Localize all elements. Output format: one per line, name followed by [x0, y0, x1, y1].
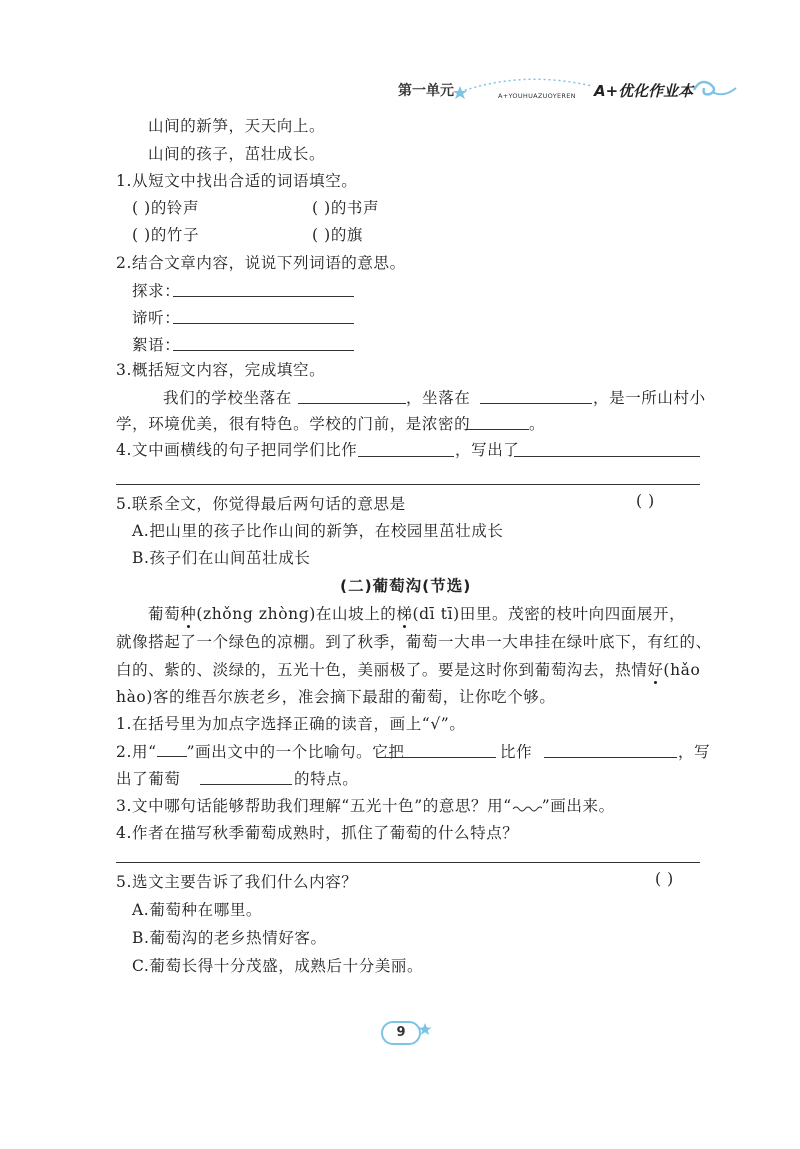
question-4: 4.作者在描写秋季葡萄成熟时，抓住了葡萄的什么特点？ [116, 824, 519, 842]
option-b: B.孩子们在山间茁壮成长 [132, 549, 311, 567]
question-4: 4.文中画横线的句子把同学们比作 [116, 441, 358, 459]
passage-line: hào)客的维吾尔族老乡，准会摘下最甜的葡萄，让你吃个够。 [116, 688, 556, 706]
answer-paren[interactable]: ( ) [655, 870, 674, 888]
fill-blank[interactable]: ( )的竹子 [132, 226, 200, 244]
question-2: 2.用“ ”画出文中的一个比喻句。它把 [116, 743, 405, 761]
star-icon [453, 86, 467, 99]
answer-line[interactable] [358, 456, 454, 457]
answer-paren[interactable]: ( ) [636, 492, 655, 510]
question-5: 5.联系全文，你觉得最后两句话的意思是 [116, 495, 406, 513]
passage-line: 山间的孩子，茁壮成长。 [148, 145, 326, 163]
section-title: (二)葡萄沟(节选) [340, 577, 472, 595]
question-3: 3.概括短文内容，完成填空。 [116, 361, 326, 379]
fill-text: ，坐落在 [406, 389, 471, 407]
answer-line[interactable] [173, 350, 354, 351]
dotted-char: 梯 [396, 605, 413, 623]
fill-blank[interactable]: ( )的铃声 [132, 199, 200, 217]
answer-line[interactable] [116, 862, 700, 863]
fill-text: 学，环境优美，很有特色。学校的门前，是浓密的 [116, 415, 471, 433]
question-1: 1.从短文中找出合适的词语填空。 [116, 172, 358, 190]
passage-line: 山间的新笋，天天向上。 [148, 117, 326, 135]
answer-line[interactable] [298, 403, 406, 404]
swirl-icon [690, 76, 738, 100]
word-label: 谛听： [132, 309, 181, 327]
question-2-cont: 比作 [500, 743, 533, 761]
brand-logo: A+优化作业本 [594, 82, 694, 100]
passage-line: 就像搭起了一个绿色的凉棚。到了秋季，葡萄一大串一大串挂在绿叶底下，有红的、 [116, 633, 712, 651]
star-icon [418, 1022, 432, 1036]
word-label: 絮语： [132, 336, 181, 354]
answer-line[interactable] [383, 757, 496, 758]
passage-line: 葡萄种(zhǒng zhòng)在山坡上的梯(dī tī)田里。茂密的枝叶向四面展开， [148, 605, 686, 623]
option-a: A.葡萄种在哪里。 [132, 901, 263, 919]
unit-label: 第一单元 [398, 83, 454, 99]
passage-line: 白的、紫的、淡绿的，五光十色，美丽极了。要是这时你到葡萄沟去，热情好(hǎo [116, 661, 701, 679]
dotted-char: 好 [647, 661, 664, 679]
straight-line-mark [157, 744, 187, 757]
dotted-char: 种 [180, 605, 197, 623]
fill-text: ，是一所山村小 [593, 389, 706, 407]
answer-line[interactable] [173, 296, 354, 297]
answer-line[interactable] [544, 757, 677, 758]
answer-line[interactable] [514, 456, 700, 457]
question-3: 3.文中哪句话能够帮助我们理解“五光十色”的意思？用“ ”画出来。 [116, 797, 615, 815]
question-2-cont: 的特点。 [294, 770, 359, 788]
question-4-cont: ，写出了 [455, 441, 520, 459]
fill-blank[interactable]: ( )的书声 [312, 199, 380, 217]
fill-blank[interactable]: ( )的旗 [312, 226, 364, 244]
question-2-cont: 出了葡萄 [116, 770, 181, 788]
fill-text: 我们的学校坐落在 [163, 389, 292, 407]
brand-subtitle: A+YOUHUAZUOYEREN [498, 92, 576, 100]
answer-line[interactable] [116, 484, 700, 485]
question-2: 2.结合文章内容，说说下列词语的意思。 [116, 254, 406, 272]
option-a: A.把山里的孩子比作山间的新笋，在校园里茁壮成长 [132, 522, 504, 540]
wavy-line-mark [512, 799, 542, 813]
option-c: C.葡萄长得十分茂盛，成熟后十分美丽。 [132, 957, 424, 975]
fill-text: 。 [529, 415, 546, 433]
answer-line[interactable] [467, 429, 529, 430]
question-2-cont: ，写 [678, 743, 711, 761]
answer-line[interactable] [173, 323, 354, 324]
question-1: 1.在括号里为加点字选择正确的读音，画上“√”。 [116, 715, 466, 733]
answer-line[interactable] [480, 403, 592, 404]
page-number: 9 [381, 1021, 421, 1045]
answer-line[interactable] [200, 784, 292, 785]
option-b: B.葡萄沟的老乡热情好客。 [132, 929, 327, 947]
word-label: 探求： [132, 282, 181, 300]
question-5: 5.选文主要告诉了我们什么内容？ [116, 873, 358, 891]
